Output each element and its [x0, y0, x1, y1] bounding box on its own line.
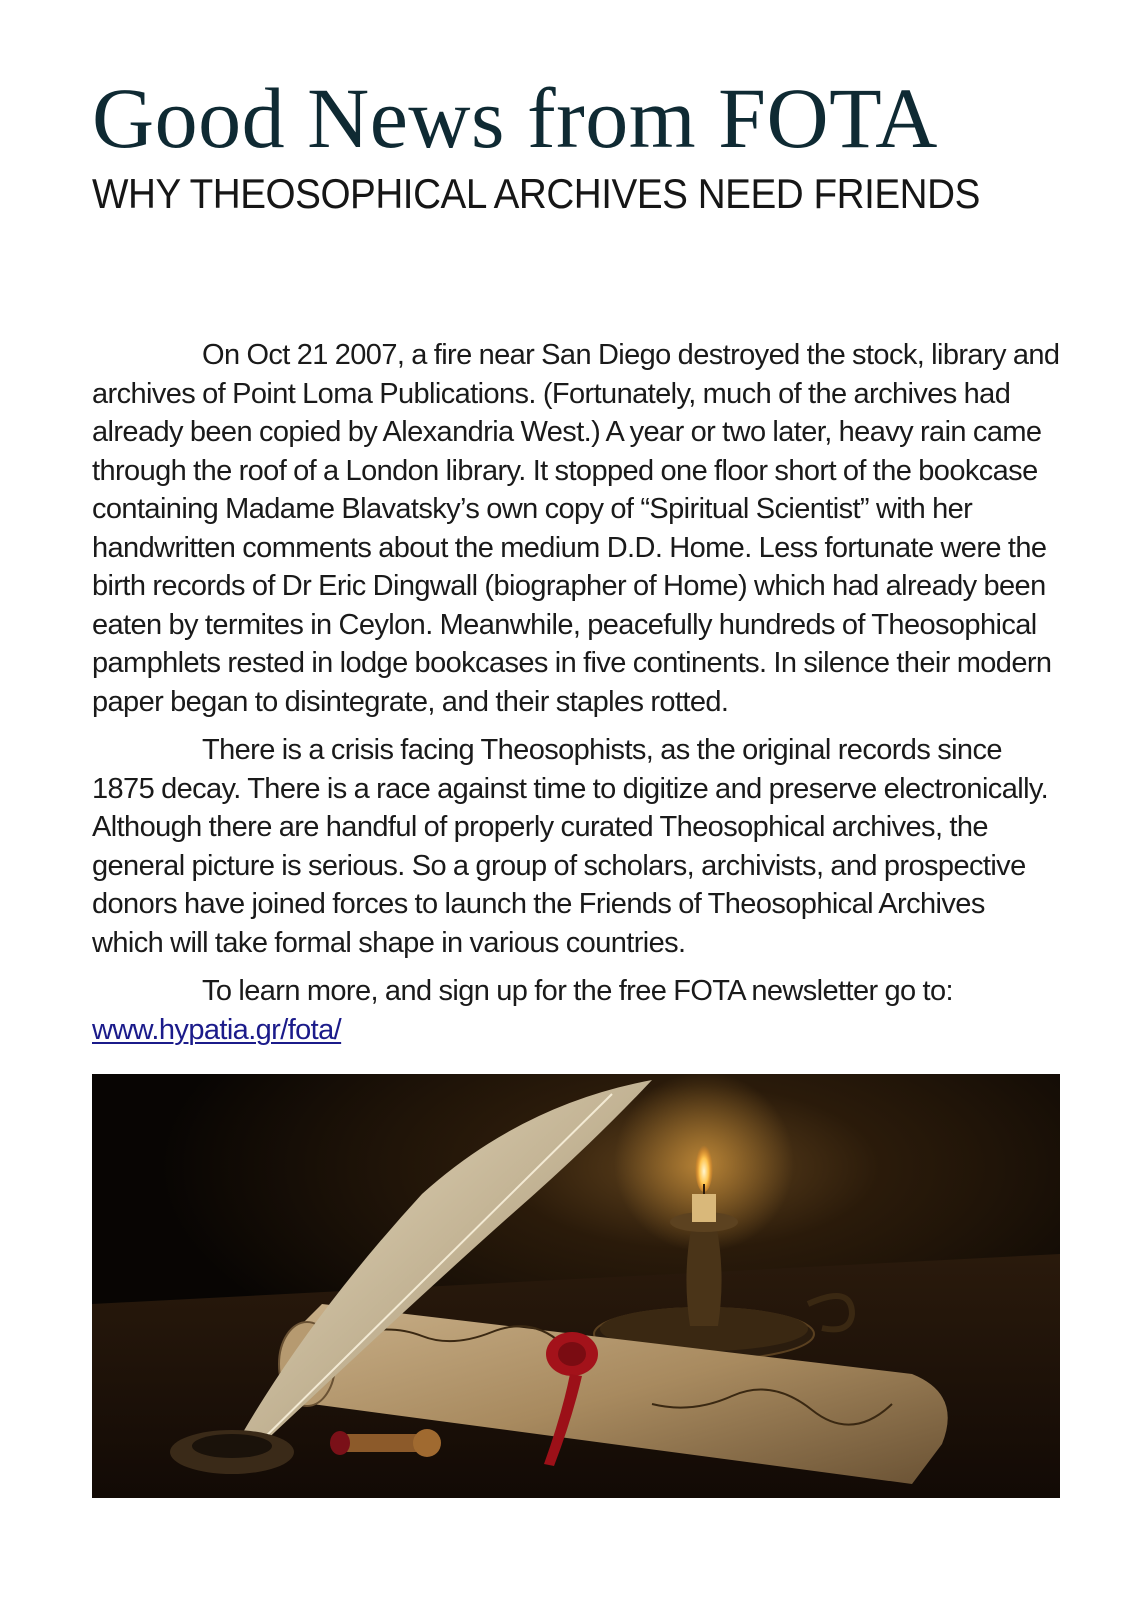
quill-candle-scroll-image [92, 1074, 1060, 1498]
still-life-illustration [92, 1074, 1060, 1498]
fota-link[interactable]: www.hypatia.gr/fota/ [92, 1013, 342, 1046]
page-subtitle: WHY THEOSOPHICAL ARCHIVES NEED FRIENDS [92, 170, 980, 217]
learn-more-text: To learn more, and sign up for the free FOTA newsletter go to: [202, 975, 953, 1007]
paragraph-learn-more [92, 972, 1060, 1049]
inkwell [170, 1430, 294, 1474]
article-body [92, 336, 1060, 1049]
paragraph-crisis: There is a crisis facing Theosophists, as the original records since 1875 decay. There is a race against time to digitize and preserve electronically. Although there are handful of properly curated Theosophical archives, the general picture is serious. So a group of scholars, archivists, and prospective donors have joined forces to launch the Friends of Theosophical Archives which will take formal shape in various countries. [92, 734, 1049, 959]
page-header [92, 70, 1060, 218]
paragraph-fire: On Oct 21 2007, a fire near San Diego destroyed the stock, library and archives of Point Loma Publications. (Fortunately, much of the archives had already been copied by Alexandria West.) A year or two later, heavy rain came through the roof of a London library. It stopped one floor short of the bookcase containing Madame Blavatsky’s own copy of “Spiritual Scientist” with her handwritten comments about the medium D.D. Home. Less fortunate were the birth records of Dr Eric Dingwall (biographer of Home) which had already been eaten by termites in Ceylon. Meanwhile, peacefully hundreds of Theosophical pamphlets rested in lodge bookcases in five continents. In silence their modern paper began to disintegrate, and their staples rotted. [92, 339, 1060, 718]
page-title: Good News from FOTA [92, 70, 938, 166]
